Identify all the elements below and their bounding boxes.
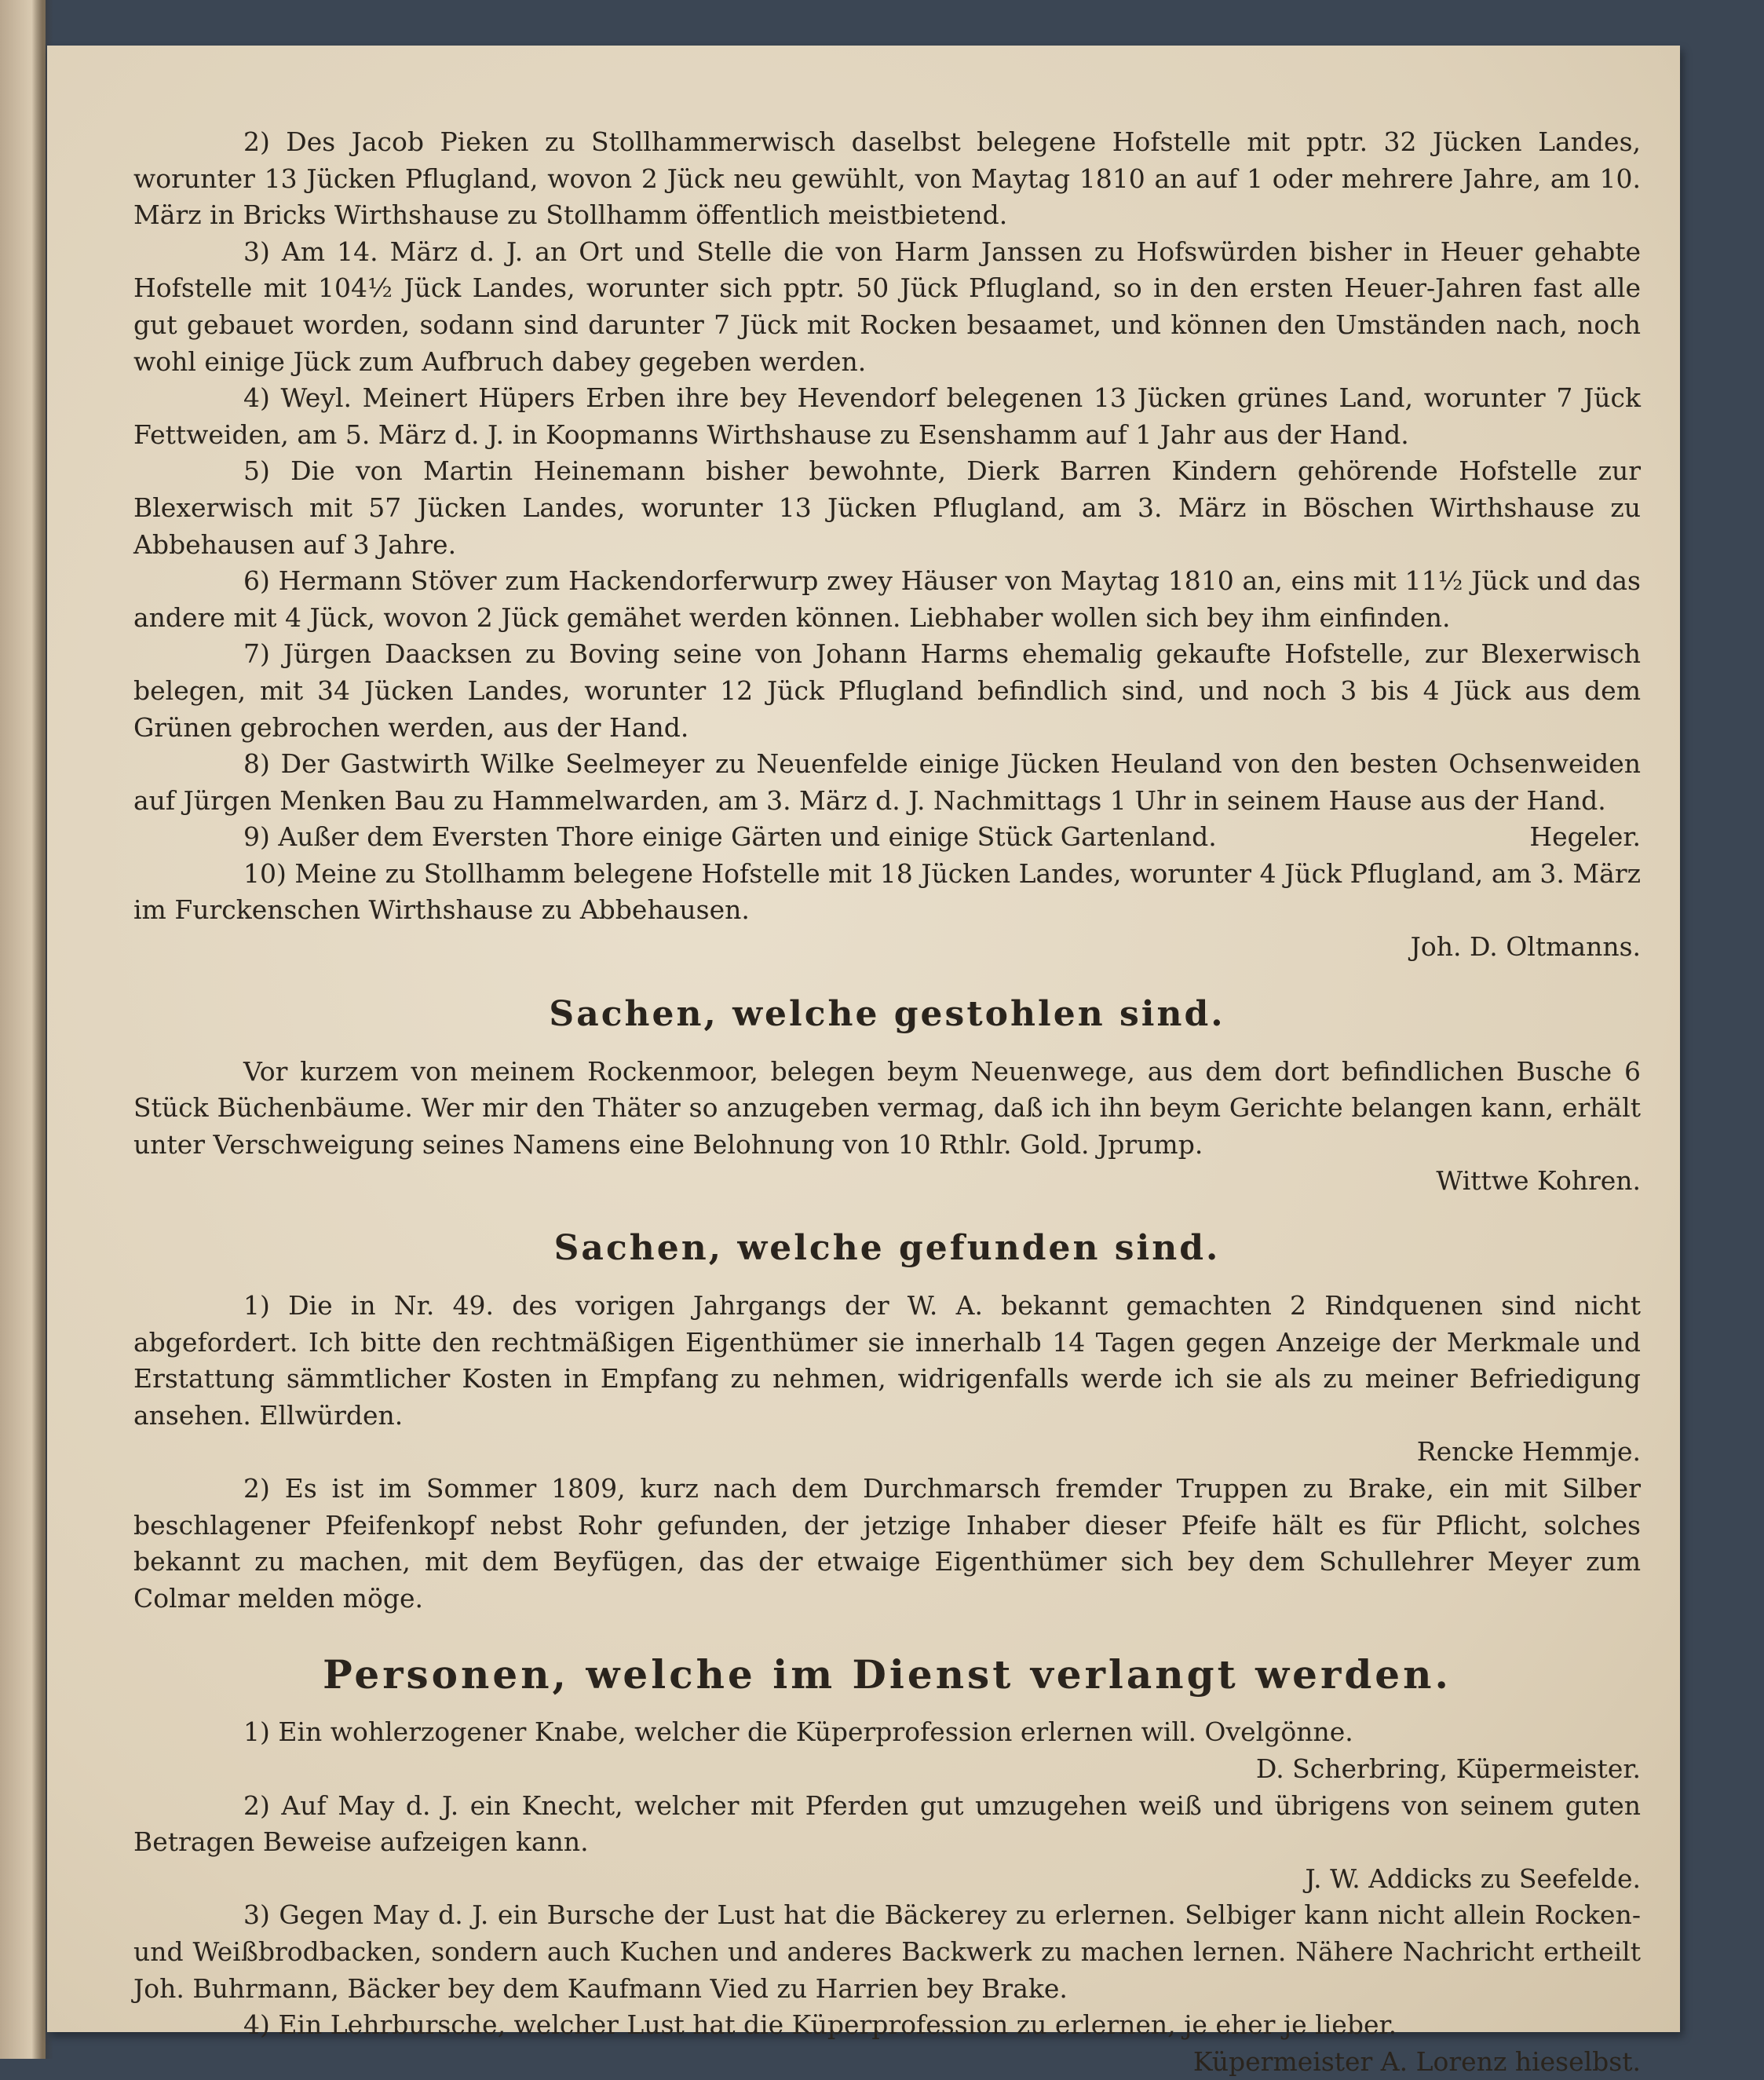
listing-9-signature: Hegeler. bbox=[1529, 821, 1641, 853]
newspaper-page bbox=[47, 46, 1680, 2077]
service-item-4-signature: Küpermeister A. Lorenz hieselbst. bbox=[1192, 2045, 1641, 2077]
found-item-2: 2) Es ist im Sommer 1809, kurz nach dem Durchmarsch fremder Truppen zu Brake, ein mit Silber beschlagener Pfeifenkopf nebst Rohr gefunden, der jetzige Inhaber dieser Pfeife hält es für Pflicht, solches bekannt zu machen, mit dem Beyfügen, das der etwaige Eigenthümer sich bey dem Schullehrer Meyer zum Colmar melden möge. bbox=[133, 1473, 1641, 1614]
listing-10-signature: Joh. D. Oltmanns. bbox=[1410, 931, 1641, 963]
listing-3: 3) Am 14. März d. J. an Ort und Stelle die von Harm Janssen zu Hofswürden bisher in Heuer gehabte Hofstelle mit 104½ Jück Landes, worunter sich pptr. 50 Jück Pflugland, so in den ersten Heuer-Jahren fast alle gut gebauet worden, sodann sind darunter 7 Jück mit Rocken besaamet, und können den Umständen nach, noch wohl einige Jück zum Aufbruch dabey gegeben werden. bbox=[133, 236, 1641, 377]
service-item-2: 2) Auf May d. J. ein Knecht, welcher mit Pferden gut umzugehen weiß und übrigens von seinem guten Betragen Beweise aufzeigen kann. bbox=[133, 1789, 1641, 1858]
found-heading: Sachen, welche gefunden sind. bbox=[553, 1228, 1221, 1269]
listing-9 bbox=[133, 819, 1641, 856]
listing-10: 10) Meine zu Stollhamm belegene Hofstelle mit 18 Jücken Landes, worunter 4 Jück Pflugland, am 3. März im Furckenschen Wirthshause zu Abbehausen. bbox=[133, 857, 1641, 926]
service-item-2-signature: J. W. Addicks zu Seefelde. bbox=[1305, 1862, 1641, 1894]
listing-6: 6) Hermann Stöver zum Hackendorferwurp zwey Häuser von Maytag 1810 an, eins mit 11½ Jück und das andere mit 4 Jück, wovon 2 Jück gemähet werden können. Liebhaber wollen sich bey ihm einfinden. bbox=[133, 565, 1641, 633]
listing-4: 4) Weyl. Meinert Hüpers Erben ihre bey Hevendorf belegenen 13 Jücken grünes Land, worunter 7 Jück Fettweiden, am 5. März d. J. in Koopmanns Wirthshause zu Esenshamm auf 1 Jahr aus der Hand. bbox=[133, 382, 1641, 450]
stolen-heading: Sachen, welche gestohlen sind. bbox=[549, 993, 1225, 1034]
found-item-1: 1) Die in Nr. 49. des vorigen Jahrgangs der W. A. bekannt gemachten 2 Rindquenen sind nicht abgefordert. Ich bitte den rechtmäßigen Eigenthümer sie innerhalb 14 Tagen gegen Anzeige der Merkmale und Erstattung sämmtlicher Kosten in Empfang zu nehmen, widrigenfalls werde ich sie als zu meiner Befriedigung ansehen. Ellwürden. bbox=[133, 1290, 1641, 1431]
listing-7: 7) Jürgen Daacksen zu Boving seine von Johann Harms ehemalig gekaufte Hofstelle, zur Blexerwisch belegen, mit 34 Jücken Landes, worunter 12 Jück Pflugland befindlich sind, und noch 3 bis 4 Jück aus dem Grünen gebrochen werden, aus der Hand. bbox=[133, 638, 1641, 743]
service-item-4: 4) Ein Lehrbursche, welcher Lust hat die Küperprofession zu erlernen, je eher je lieber. bbox=[243, 2009, 1397, 2041]
service-item-3: 3) Gegen May d. J. ein Bursche der Lust hat die Bäckerey zu erlernen. Selbiger kann nicht allein Rocken- und Weißbrodbacken, sondern auch Kuchen und anderes Backwerk zu machen lernen. Nähere Nachricht ertheilt Joh. Buhrmann, Bäcker bey dem Kaufmann Vied zu Harrien bey Brake. bbox=[133, 1899, 1641, 2004]
listing-5: 5) Die von Martin Heinemann bisher bewohnte, Dierk Barren Kindern gehörende Hofstelle zur Blexerwisch mit 57 Jücken Landes, worunter 13 Jücken Pflugland, am 3. März in Böschen Wirthshause zu Abbehausen auf 3 Jahre. bbox=[133, 455, 1641, 560]
service-item-1: 1) Ein wohlerzogener Knabe, welcher die Küperprofession erlernen will. Ovelgönne. bbox=[243, 1716, 1353, 1748]
service-item-1-signature: D. Scherbring, Küpermeister. bbox=[1255, 1753, 1641, 1784]
service-heading: Personen, welche im Dienst verlangt werden. bbox=[323, 1651, 1452, 1698]
listing-8: 8) Der Gastwirth Wilke Seelmeyer zu Neuenfelde einige Jücken Heuland von den besten Ochsenweiden auf Jürgen Menken Bau zu Hammelwarden, am 3. März d. J. Nachmittags 1 Uhr in seinem Hause aus der Hand. bbox=[133, 748, 1641, 816]
stolen-notice: Vor kurzem von meinem Rockenmoor, belegen beym Neuenwege, aus dem dort befindlichen Busche 6 Stück Büchenbäume. Wer mir den Thäter so anzugeben vermag, daß ich ihn beym Gerichte belangen kann, erhält unter Verschweigung seines Namens eine Belohnung von 10 Rthlr. Gold. Jprump. bbox=[133, 1055, 1641, 1160]
found-item-1-signature: Rencke Hemmje. bbox=[1416, 1436, 1641, 1468]
listing-9-text: 9) Außer dem Eversten Thore einige Gärten und einige Stück Gartenland. bbox=[243, 821, 1217, 853]
stolen-signature: Wittwe Kohren. bbox=[1436, 1165, 1641, 1197]
listing-2: 2) Des Jacob Pieken zu Stollhammerwisch daselbst belegene Hofstelle mit pptr. 32 Jücken Landes, worunter 13 Jücken Pflugland, wovon 2 Jück neu gewühlt, von Maytag 1810 an auf 1 oder mehrere Jahre, am 10. März in Bricks Wirthshause zu Stollhamm öffentlich meistbietend. bbox=[133, 126, 1641, 231]
page-content bbox=[133, 124, 1641, 2080]
